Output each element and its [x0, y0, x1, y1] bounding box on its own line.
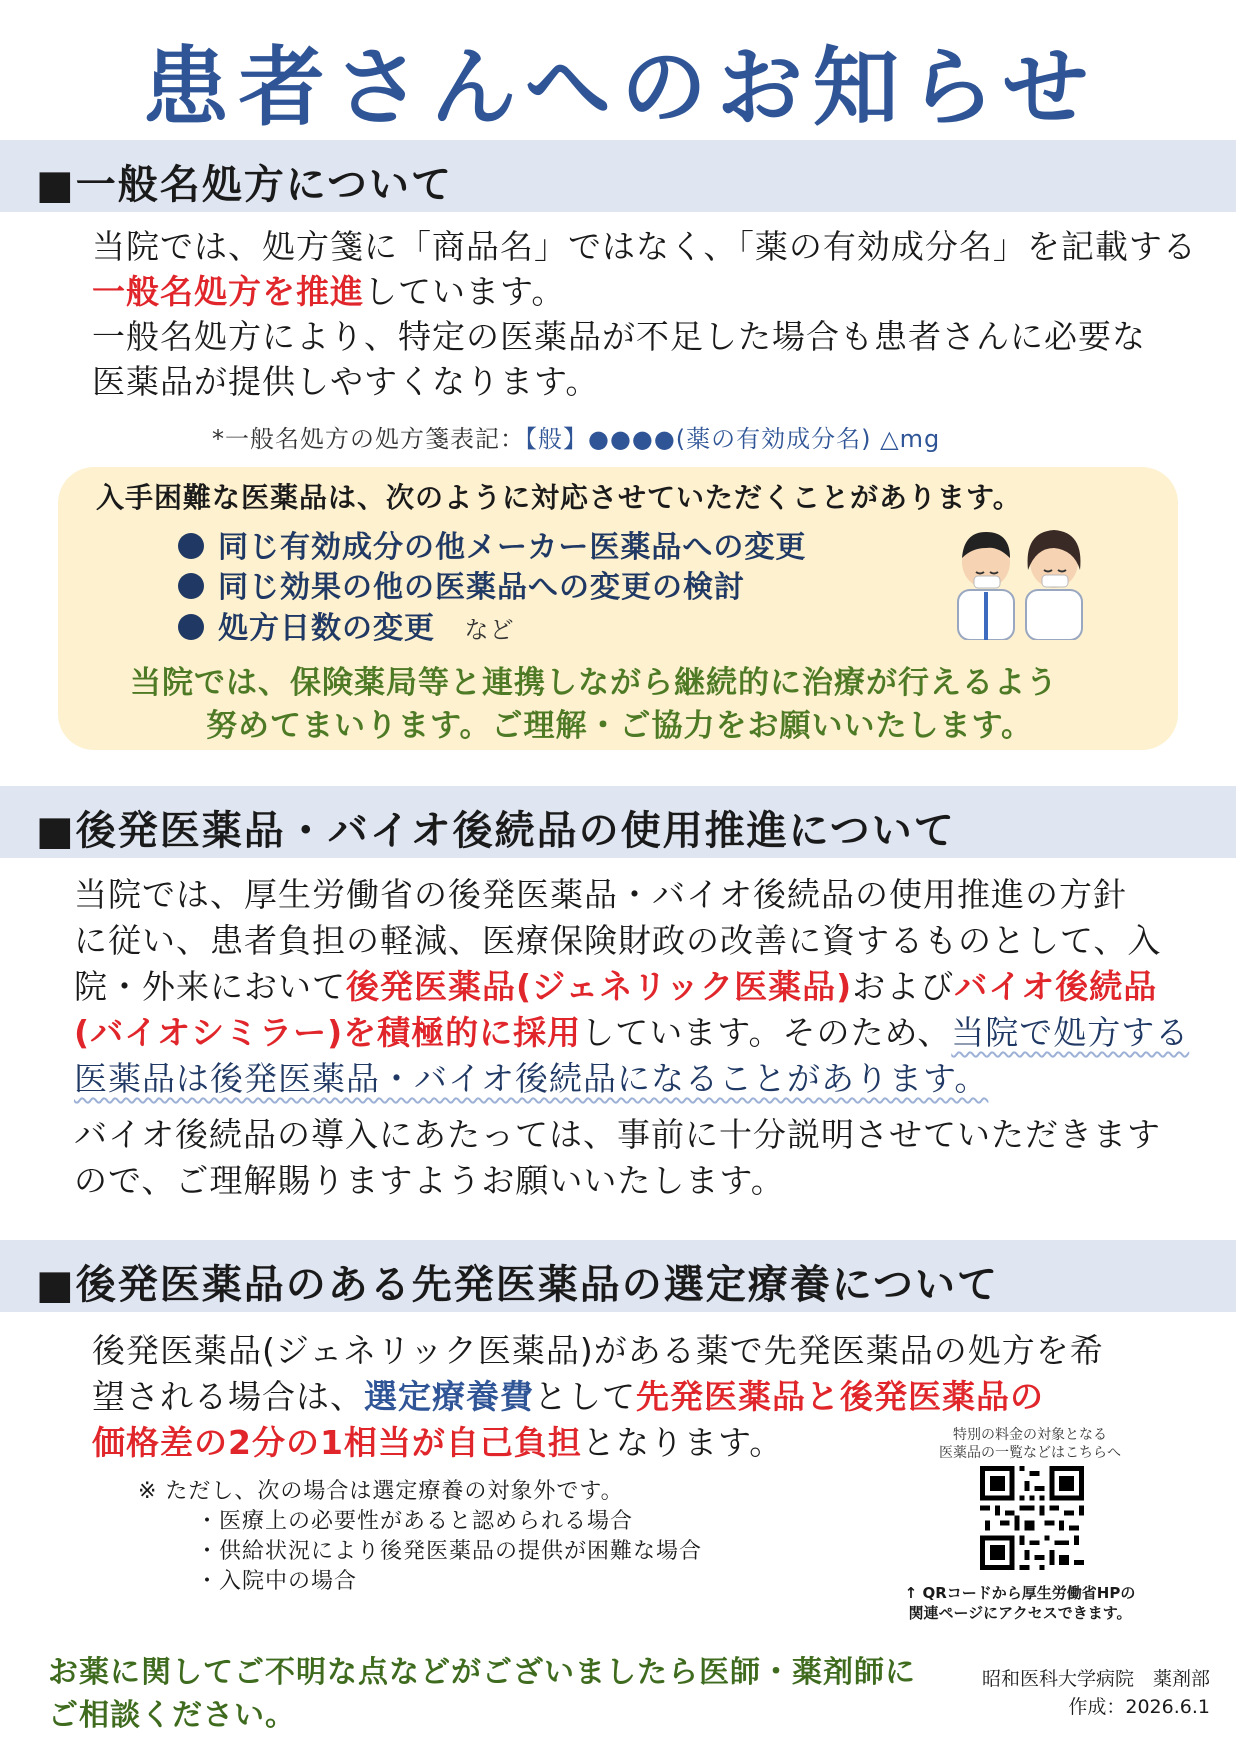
- box-closing-line1: 当院では、保険薬局等と連携しながら継続的に治療が行えるよう: [130, 665, 1058, 701]
- section2-line2: に従い、患者負担の軽減、医療保険財政の改善に資するものとして、入: [74, 921, 1162, 960]
- footer-date: 作成：2026.6.1: [1068, 1696, 1210, 1718]
- emphasis-price-difference-a: 先発医薬品と後発医薬品の: [636, 1377, 1044, 1416]
- section2-line1: 当院では、厚生労働省の後発医薬品・バイオ後続品の使用推進の方針: [74, 875, 1128, 914]
- section3-heading: ■後発医薬品のある先発医薬品の選定療養について: [36, 1262, 999, 1308]
- section3-line3-b: となります。: [581, 1423, 784, 1462]
- bullet-item-3: [178, 603, 514, 647]
- bullet-dot-icon: [178, 573, 204, 599]
- section3-line2-b: として: [534, 1377, 636, 1416]
- bullet-dot-icon: [178, 614, 204, 640]
- section1-para2-line2: 医薬品が提供しやすくなります。: [92, 362, 600, 401]
- section2-line4: [74, 1010, 1189, 1055]
- section2-line4-b: しています。そのため、: [581, 1013, 952, 1052]
- section1-para1-line1: 当院では、処方箋に「商品名」ではなく、「薬の有効成分名」を記載する: [92, 227, 1197, 266]
- section1-para1-line2-rest: しています。: [364, 272, 566, 311]
- emphasis-price-difference-b: 価格差の2分の1相当が自己負担: [92, 1423, 582, 1462]
- shortage-box-heading: 入手困難な医薬品は、次のように対応させていただくことがあります。: [96, 481, 1022, 514]
- qr-caption-bottom-2: 関連ページにアクセスできます。: [908, 1604, 1132, 1622]
- section1-heading: ■一般名処方について: [36, 162, 453, 208]
- section2-para2-line1: バイオ後続品の導入にあたっては、事前に十分説明させていただきます: [74, 1115, 1162, 1154]
- section2-line3-b: および: [852, 967, 955, 1006]
- emphasis-active-adoption: (バイオシミラー)を積極的に採用: [74, 1013, 582, 1052]
- notation-example: 【般】●●●●(薬の有効成分名) △mg: [525, 425, 941, 453]
- section2-line5: [74, 1056, 988, 1101]
- page-title: 患者さんへのお知らせ: [142, 38, 1099, 138]
- section1-para1-line2: [92, 269, 565, 314]
- section2-para2-line2: ので、ご理解賜りますようお願いいたします。: [74, 1161, 785, 1200]
- section3-line2: [92, 1374, 1044, 1419]
- staff-bowing-illustration: [950, 520, 1090, 640]
- bullet-item-1: [178, 522, 806, 566]
- bullet-item-2: [178, 562, 745, 606]
- emphasis-generic-drugs: 後発医薬品(ジェネリック医薬品): [346, 967, 853, 1006]
- section3-line3: [92, 1420, 783, 1465]
- emphasis-generic-prescription: 一般名処方を推進: [92, 272, 364, 311]
- box-closing-line2: 努めてまいります。ご理解・ご協力をお願いいたします。: [206, 708, 1034, 744]
- section2-heading: ■後発医薬品・バイオ後続品の使用推進について: [36, 808, 956, 854]
- emphasis-may-be-generic: 医薬品は後発医薬品・バイオ後続品になることがあります。: [74, 1059, 989, 1098]
- emphasis-selective-care-fee: 選定療養費: [364, 1377, 534, 1416]
- qr-caption-top-2: 医薬品の一覧などはこちらへ: [939, 1445, 1121, 1461]
- bullet-item-2-label: 同じ効果の他の医薬品への変更の検討: [218, 570, 745, 605]
- section3-line2-a: 望される場合は、: [92, 1377, 364, 1416]
- section3-line1: 後発医薬品(ジェネリック医薬品)がある薬で先発医薬品の処方を希: [92, 1331, 1104, 1370]
- exemption-note-heading: ※ ただし、次の場合は選定療養の対象外です。: [138, 1479, 624, 1504]
- qr-caption-top-1: 特別の料金の対象となる: [953, 1427, 1107, 1443]
- section2-line3: [74, 964, 1157, 1009]
- footer-contact-line2: ご相談ください。: [48, 1698, 296, 1733]
- prescription-notation-note: [212, 419, 940, 454]
- section2-line3-a: 院・外来において: [74, 967, 346, 1006]
- exemption-item-3: ・入院中の場合: [196, 1569, 358, 1594]
- emphasis-biosimilar: バイオ後続品: [954, 967, 1158, 1006]
- bullet-item-3-label: 処方日数の変更: [218, 611, 435, 646]
- notation-prefix: *一般名処方の処方箋表記：: [212, 425, 525, 453]
- exemption-item-1: ・医療上の必要性があると認められる場合: [196, 1509, 634, 1534]
- bullet-item-3-suffix: など: [464, 616, 515, 644]
- emphasis-prescribed-drugs: 当院で処方する: [951, 1013, 1190, 1052]
- footer-organization: 昭和医科大学病院 薬剤部: [981, 1668, 1210, 1690]
- qr-code-image[interactable]: [980, 1466, 1084, 1570]
- qr-caption-bottom-1: ↑ QRコードから厚生労働省HPの: [904, 1584, 1136, 1602]
- exemption-item-2: ・供給状況により後発医薬品の提供が困難な場合: [196, 1539, 703, 1564]
- bullet-dot-icon: [178, 533, 204, 559]
- footer-contact-line1: お薬に関してご不明な点などがございましたら医師・薬剤師に: [48, 1655, 916, 1690]
- section1-para2-line1: 一般名処方により、特定の医薬品が不足した場合も患者さんに必要な: [92, 317, 1146, 356]
- bullet-item-1-label: 同じ有効成分の他メーカー医薬品への変更: [218, 530, 807, 565]
